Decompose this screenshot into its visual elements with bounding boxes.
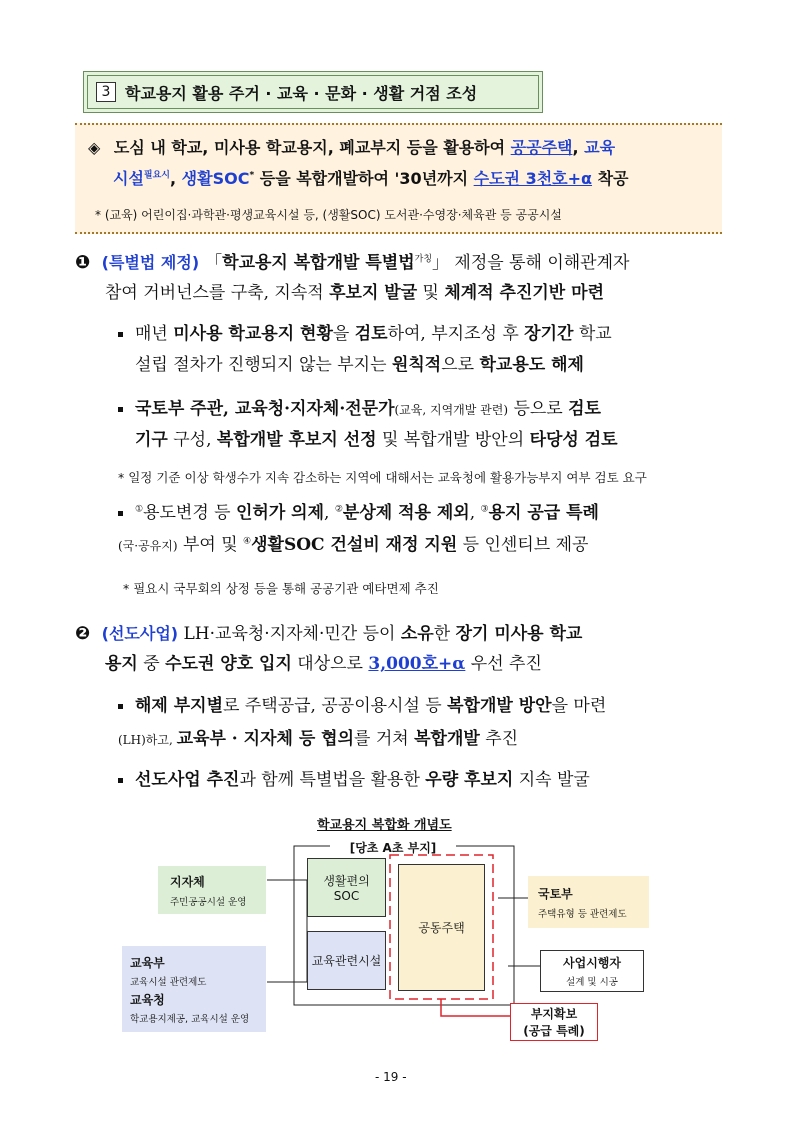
item1-text: 「 [205,253,223,273]
bullet-sup: ② [334,504,343,515]
summary-text: 착공 [592,169,629,188]
soc-line2: SOC [333,889,360,903]
bullet-text: 및 복합개발 방안의 [376,430,530,450]
bullet-text: 용도변경 등 [143,503,236,523]
housing-label: 공동주택 [418,921,465,935]
bullet-text: 과 함께 특별법을 활용한 [239,770,426,790]
summary-highlight: 공공주택 [510,138,573,157]
bullet-text: 을 [332,324,355,344]
operator-box [540,950,644,992]
bullet-bold: 복합개발 방안 [447,696,552,716]
local-gov-box [158,866,266,914]
diagram-title: 학교용지 복합화 개념도 [317,818,452,833]
bullet-sup: ④ [243,536,252,547]
bullet-bold: 복합개발 [414,729,480,749]
item2-bold: 용지 [105,654,138,674]
bullet-bold: 복합개발 후보지 선정 [216,430,377,450]
summary-text: , [170,169,182,188]
molit-box [528,876,649,928]
local-gov-title: 지자체 [170,874,205,889]
bullet-bold: 기구 [135,430,168,450]
molit-sub: 주택유형 등 관련제도 [538,908,627,920]
bullet-text: 구성, [167,430,217,450]
bullet-text: 으로 [441,355,480,375]
bullet-text: , [469,503,481,523]
operator-sub: 설계 및 시공 [566,977,618,988]
moe-box [122,946,266,1032]
item2-bold: 장기 미사용 학교 [455,624,583,644]
section-number: 3 [96,82,116,102]
bullet-bold: 검토 [354,324,388,344]
bullet-text: 매년 [135,324,174,344]
bullet-bold: 선도사업 추진 [135,770,240,790]
summary-text: 도심 내 학교, 미사용 학교용지, 폐교부지 등을 활용하여 [113,138,511,157]
item1-bold: 후보지 발굴 [329,283,418,303]
summary-sup: * [249,170,255,181]
bullet-small: (교육, 지역개발 관련) [394,403,509,417]
bullet-text: 을 마련 [551,696,607,716]
bullet-sup: ① [135,504,144,515]
bullet-bold: 미사용 학교용지 현황 [173,324,333,344]
molit-title: 국토부 [538,886,573,901]
item2-text: LH·교육청·지자체·민간 등이 [178,624,401,644]
office-sub: 학교용지제공, 교육시설 운영 [130,1013,250,1025]
bullet-bold: 국토부 주관, 교육청·지자체·전문가 [135,399,395,419]
section-title: 학교용지 활용 주거 · 교육 · 문화 · 생활 거점 조성 [125,83,478,103]
item2-text: 중 [137,654,166,674]
bullet-text: 지속 발굴 [513,770,590,790]
edu-facility-label: 교육관련시설 [311,954,382,968]
land-sub: (공급 특례) [523,1024,585,1038]
item2-text: 우선 추진 [465,654,542,674]
bullet-bold: 교육부 · 지자체 등 협의 [176,729,355,749]
item1-marker: ❶ [75,252,91,273]
bullet-bold: 인허가 의제 [236,503,325,523]
bullet-small: (LH)하고, [118,733,177,747]
bullet-text: 를 거쳐 [354,729,415,749]
bullet-bold: 우량 후보지 [425,770,514,790]
page-number: - 19 - [375,1070,407,1084]
summary-highlight: 교육 [584,138,616,157]
item1-note2: * 필요시 국무회의 상정 등을 통해 공공기관 예타면제 추진 [123,581,439,596]
item1-sup: 가칭 [414,254,433,265]
moe-sub: 교육시설 관련제도 [130,976,207,988]
item2-text: 대상으로 [291,654,369,674]
land-box [510,1003,598,1041]
site-label: [당초 A초 부지] [330,840,456,854]
bullet-bold: 용지 공급 특례 [488,503,599,523]
item1-text: 및 [417,283,445,303]
soc-box [307,858,386,917]
bullet-text: 학교 [573,324,612,344]
summary-text: 등을 복합개발하여 '30년까지 [254,169,474,188]
item1-label: (특별법 제정) [101,253,200,272]
item1-text: 참여 거버넌스를 구축, 지속적 [105,283,330,303]
item2-bold: 소유 [400,624,434,644]
bullet-bold: 타당성 검토 [529,430,618,450]
summary-highlight: 수도권 3천호+α [473,169,593,188]
bullet-text: 추진 [479,729,519,749]
operator-title: 사업시행자 [563,956,621,970]
moe-title: 교육부 [130,955,165,970]
bullet-text: 로 주택공급, 공공이용시설 등 [223,696,448,716]
bullet-text: 부여 및 [177,535,244,555]
bullet-text: 설립 절차가 진행되지 않는 부지는 [135,355,392,375]
bullet-text: 등으로 [508,399,569,419]
bullet-small: (국·공유지) [118,539,178,553]
item2-bold: 수도권 양호 입지 [165,654,292,674]
summary-bullet: ◈ [88,138,101,157]
bullet-text: 하여, 부지조성 후 [387,324,525,344]
bullet-bold: 원칙적 [391,355,442,375]
bullet-bold: 해제 부지별 [135,696,224,716]
summary-highlight: 시설 [113,169,144,188]
connector-land [441,999,510,1016]
item2-marker: ❷ [75,623,91,644]
bullet-bold: 학교용도 해제 [479,355,584,375]
bullet-text: 등 인센티브 제공 [457,535,589,555]
item1-bold: 체계적 추진기반 마련 [444,283,604,303]
bullet-bold: 장기간 [524,324,574,344]
summary-text: , [572,138,585,157]
land-title: 부지확보 [530,1007,578,1021]
item1-bold: 학교용지 복합개발 특별법 [222,253,415,273]
bullet-text: , [324,503,335,523]
bullet-sup: ③ [480,504,489,515]
item2-text: 한 [433,624,456,644]
summary-note: * (교육) 어린이집·과학관·평생교육시설 등, (생활SOC) 도서관·수영장·체육관 등 공공시설 [95,208,562,222]
item1-text: 」 제정을 통해 이해관계자 [432,253,630,273]
item2-label: (선도사업) [101,624,179,643]
summary-highlight: 생활SOC [181,169,250,188]
office-title: 교육청 [130,992,165,1007]
bullet-bold: 검토 [568,399,601,419]
item1-note1: * 일정 기준 이상 학생수가 지속 감소하는 지역에 대해서는 교육청에 활용가능부지 여부 검토 요구 [118,470,647,485]
soc-line1: 생활편의 [323,874,370,888]
bullet-bold: 생활SOC 건설비 재정 지원 [251,535,458,555]
housing-box [398,864,485,991]
bullet-bold: 분상제 적용 제외 [342,503,470,523]
local-gov-sub: 주민공공시설 운영 [170,896,247,908]
summary-sup: 필요시 [143,170,171,181]
item2-highlight: 3,000호+α [368,654,466,674]
edu-facility-box [307,931,386,990]
